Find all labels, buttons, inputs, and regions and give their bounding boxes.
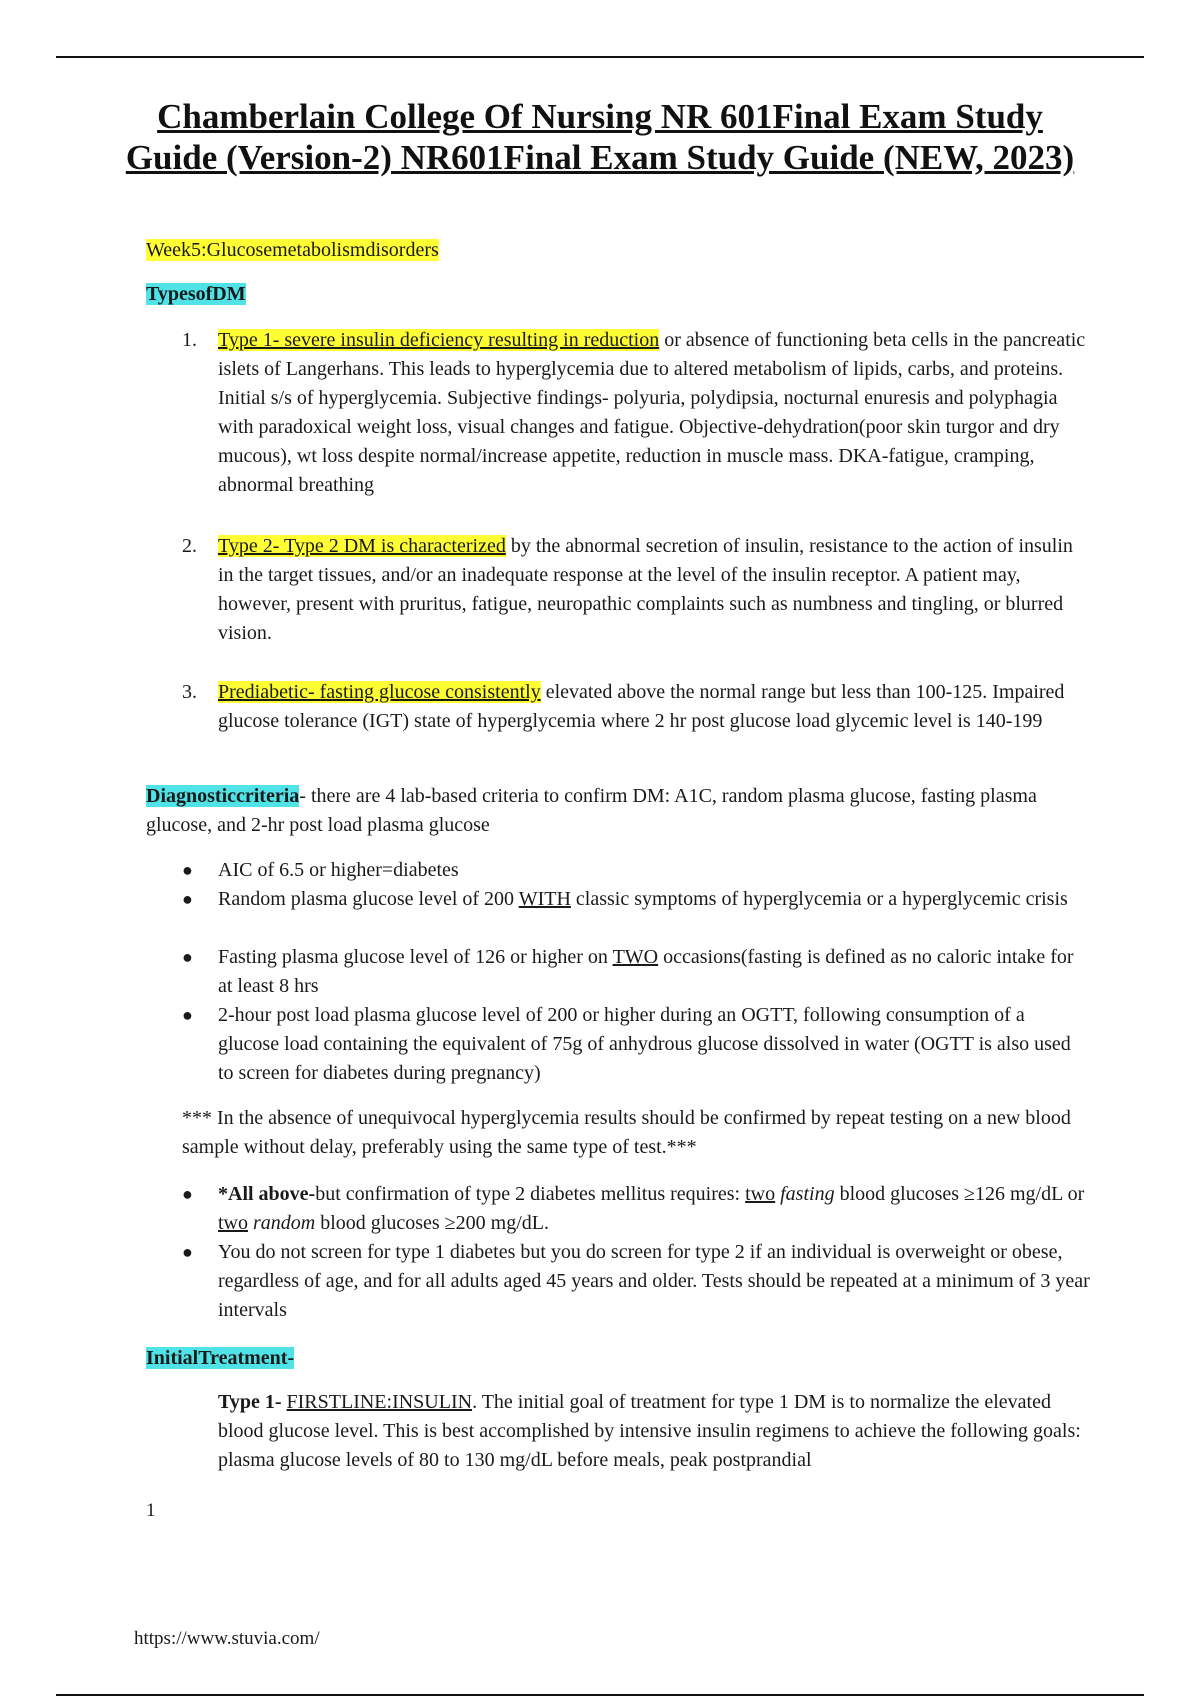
treatment-paragraph: Type 1- FIRSTLINE:INSULIN. The initial goal of treatment for type 1 DM is to normalize the elevated blood glucose level. This is best accomplished by intensive insulin regimens to achieve the following goals: plasma glucose levels of 80 to 130 mg/dL before meals, peak postprandial: [218, 1391, 1081, 1471]
bullet-icon: ●: [182, 1242, 193, 1262]
bullet-item: ● You do not screen for type 1 diabetes but you do screen for type 2 if an individual is overweight or obese, regardless of age, and for all adults aged 45 years and older. Tests should be repeated at a minimum of 3 year intervals: [218, 1238, 1090, 1325]
bullet-item: ● AIC of 6.5 or higher=diabetes: [218, 856, 1090, 885]
document-title: Chamberlain College Of Nursing NR 601Final Exam Study Guide (Version-2) NR601Final Exam Study Guide (NEW, 2023): [125, 97, 1075, 177]
top-rule: [56, 56, 1144, 58]
bullet-icon: ●: [182, 889, 193, 909]
prediabetic-highlight: Prediabetic- fasting glucose consistently: [218, 681, 541, 703]
bullet-icon: ●: [182, 947, 193, 967]
bullet-icon: ●: [182, 1005, 193, 1025]
type2-highlight: Type 2- Type 2 DM is characterized: [218, 535, 506, 557]
footer-url: https://www.stuvia.com/: [134, 1628, 320, 1649]
page-number: 1: [146, 1500, 156, 1521]
list-item-type2: 2. Type 2- Type 2 DM is characterized by the abnormal secretion of insulin, resistance to the action of insulin in the target tissues, and/or an inadequate response at the level of the insulin receptor. A patient may, however, present with pruritus, fatigue, neuropathic complaints such as numbness and tingling, or blurred vision.: [182, 535, 1073, 644]
bullet-icon: ●: [182, 860, 193, 880]
diagnostic-heading: Diagnosticcriteria: [146, 785, 300, 807]
bullet-item: ● Fasting plasma glucose level of 126 or higher on TWO occasions(fasting is defined as no caloric intake for at least 8 hrs: [218, 943, 1090, 1001]
treatment-heading: InitialTreatment-: [146, 1347, 295, 1369]
bullet-icon: ●: [182, 1184, 193, 1204]
list-item-prediabetic: 3. Prediabetic- fasting glucose consistently elevated above the normal range but less than 100-125. Impaired glucose tolerance (IGT) state of hyperglycemia where 2 hr post glucose load glycemic level is 140-199: [182, 681, 1065, 732]
confirmation-note: *** In the absence of unequivocal hyperglycemia results should be confirmed by repeat testing on a new blood sample without delay, preferably using the same type of test.***: [182, 1107, 1071, 1158]
type1-highlight: Type 1- severe insulin deficiency resulting in reduction: [218, 329, 660, 351]
types-heading: TypesofDM: [146, 283, 246, 305]
bottom-rule: [56, 1694, 1144, 1696]
bullet-item: ● 2-hour post load plasma glucose level of 200 or higher during an OGTT, following consumption of a glucose load containing the equivalent of 75g of anhydrous glucose dissolved in water (OGTT is also used to screen for diabetes during pregnancy): [218, 1001, 1090, 1088]
list-item-type1: 1. Type 1- severe insulin deficiency resulting in reduction or absence of functioning beta cells in the pancreatic islets of Langerhans. This leads to hyperglycemia due to altered metabolism of lipids, carbs, and proteins. Initial s/s of hyperglycemia. Subjective findings- polyuria, polydipsia, nocturnal enuresis and polyphagia with paradoxical weight loss, visual changes and fatigue. Objective-dehydration(poor skin turgor and dry mucous), wt loss despite normal/increase appetite, reduction in muscle mass. DKA-fatigue, cramping, abnormal breathing: [182, 329, 1086, 496]
bullet-item: ● Random plasma glucose level of 200 WITH classic symptoms of hyperglycemia or a hyperglycemic crisis: [218, 885, 1090, 914]
week-heading: Week5:Glucosemetabolismdisorders: [146, 239, 439, 261]
bullet-item: ● *All above-but confirmation of type 2 diabetes mellitus requires: two fasting blood glucoses ≥126 mg/dL or two random blood glucoses ≥200 mg/dL.: [218, 1180, 1090, 1238]
diagnostic-criteria-paragraph: Diagnosticcriteria- there are 4 lab-based criteria to confirm DM: A1C, random plasma glucose, fasting plasma glucose, and 2-hr post load plasma glucose: [146, 785, 1037, 836]
